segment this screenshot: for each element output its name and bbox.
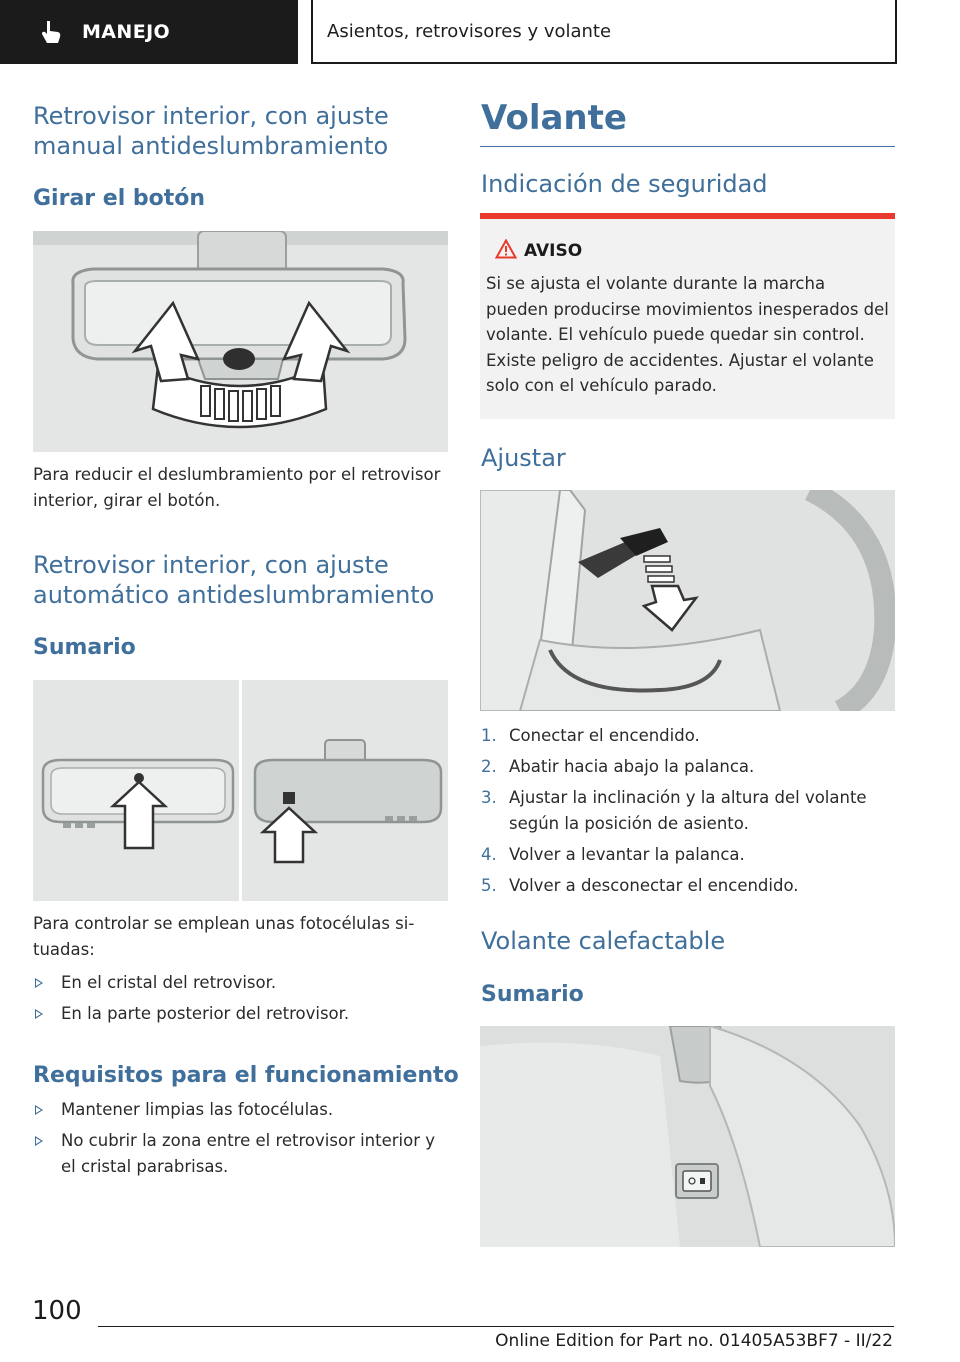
heading-seguridad: Indicación de seguridad bbox=[481, 170, 768, 198]
warning-triangle-icon bbox=[495, 239, 517, 259]
bullet-triangle-icon bbox=[35, 978, 43, 988]
figure-auto-mirror bbox=[33, 680, 448, 901]
bullet-triangle-icon bbox=[35, 1105, 43, 1115]
chapter-header bbox=[311, 0, 897, 64]
heading-sumario-right: Sumario bbox=[481, 982, 584, 1007]
title-rule bbox=[480, 146, 895, 147]
list-item: 2. Abatir hacia abajo la palanca. bbox=[481, 757, 755, 776]
page-number: 100 bbox=[32, 1296, 82, 1326]
warning-title: AVISO bbox=[524, 241, 583, 261]
list-item: 4. Volver a levantar la palanca. bbox=[481, 845, 745, 864]
heading-manual-mirror: Retrovisor interior, con ajuste manual antideslumbramiento bbox=[33, 102, 389, 160]
page-title: Volante bbox=[481, 98, 627, 138]
paragraph-fotocelulas: Para controlar se emplean unas fotocélulas situadas: bbox=[33, 914, 415, 959]
paragraph-girar: Para reducir el deslumbramiento por el retrovisor interior, girar el botón. bbox=[33, 465, 441, 510]
list-item: 5. Volver a desconectar el encendido. bbox=[481, 876, 799, 895]
list-item: En el cristal del retrovisor. bbox=[33, 970, 448, 996]
list-item: En la parte posterior del retrovisor. bbox=[33, 1001, 448, 1027]
warning-text: Si se ajusta el volante durante la marcha pueden producirse movimientos inesperados del volante. El vehículo puede quedar sin control. Existe peligro de accidentes. Ajustar el volante solo con el vehículo parado. bbox=[486, 274, 889, 395]
section-tab bbox=[0, 0, 298, 64]
heading-auto-mirror: Retrovisor interior, con ajuste automático antideslumbramiento bbox=[33, 551, 435, 609]
footer-edition: Online Edition for Part no. 01405A53BF7 - II/22 bbox=[495, 1331, 893, 1351]
list-item: No cubrir la zona entre el retrovisor interior y el cristal parabrisas. bbox=[33, 1128, 448, 1180]
section-label: MANEJO bbox=[82, 21, 171, 43]
list-requisitos bbox=[33, 1097, 448, 1185]
hand-pointer-icon bbox=[38, 19, 64, 45]
list-item: Mantener limpias las fotocélulas. bbox=[33, 1097, 448, 1123]
list-item: 3. Ajustar la inclinación y la altura del volante según la posición de asiento. bbox=[481, 788, 867, 833]
warning-box bbox=[480, 219, 895, 419]
figure-steering-lever bbox=[480, 490, 895, 711]
heading-calefactable: Volante calefactable bbox=[481, 927, 726, 955]
heading-sumario-left: Sumario bbox=[33, 635, 136, 660]
list-fotocelulas bbox=[33, 970, 448, 1032]
heading-requisitos: Requisitos para el funcionamiento bbox=[33, 1063, 459, 1088]
figure-manual-mirror bbox=[33, 231, 448, 452]
heading-girar: Girar el botón bbox=[33, 186, 206, 211]
chapter-title: Asientos, retrovisores y volante bbox=[327, 20, 612, 42]
heading-ajustar: Ajustar bbox=[481, 444, 566, 472]
steps-list bbox=[481, 723, 891, 904]
footer-rule bbox=[98, 1326, 894, 1327]
list-item: 1. Conectar el encendido. bbox=[481, 726, 700, 745]
figure-heated-steering bbox=[480, 1026, 895, 1247]
bullet-triangle-icon bbox=[35, 1136, 43, 1146]
bullet-triangle-icon bbox=[35, 1009, 43, 1019]
